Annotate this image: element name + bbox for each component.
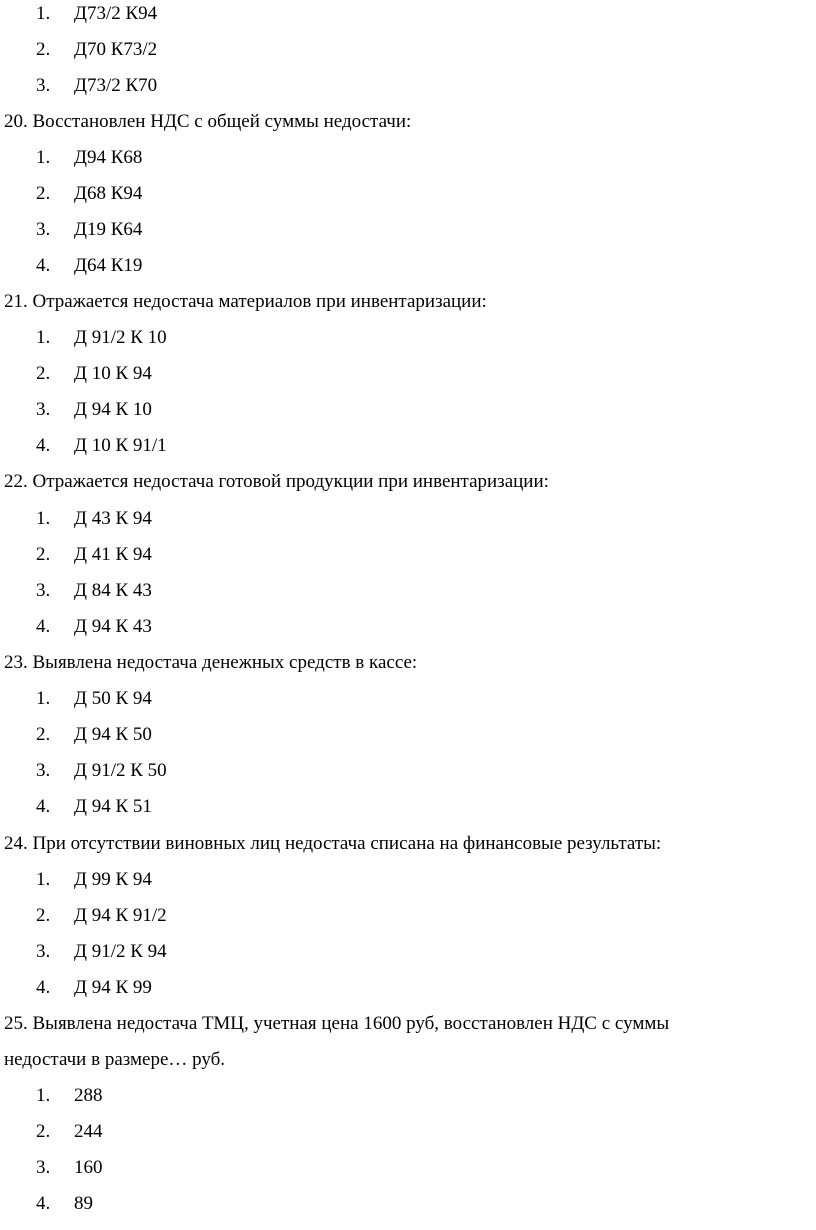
- option-number: 2.: [36, 363, 51, 384]
- option-number: 1.: [36, 3, 51, 24]
- option-text: 89: [74, 1193, 93, 1214]
- option-text: Д64 К19: [74, 255, 143, 276]
- question-heading: [4, 832, 661, 856]
- option-number: 3.: [36, 760, 51, 781]
- question-number: 21.: [4, 291, 28, 312]
- question-heading: [4, 470, 549, 494]
- question-text: Отражается недостача материалов при инвентаризации:: [32, 291, 487, 312]
- question-number: 23.: [4, 652, 28, 673]
- option-text: Д 41 К 94: [74, 544, 152, 565]
- option-number: 3.: [36, 219, 51, 240]
- question-heading: [4, 1012, 669, 1036]
- option-text: Д70 К73/2: [74, 39, 158, 60]
- option-number: 4.: [36, 616, 51, 637]
- option-text: Д19 К64: [74, 219, 143, 240]
- question-number: 22.: [4, 471, 28, 492]
- option-number: 3.: [36, 399, 51, 420]
- option-text: 244: [74, 1121, 103, 1142]
- option-text: Д 84 К 43: [74, 580, 152, 601]
- question-text: Выявлена недостача ТМЦ, учетная цена 1600 руб, восстановлен НДС с суммы: [32, 1013, 670, 1034]
- option-text: Д 10 К 94: [74, 363, 152, 384]
- option-number: 4.: [36, 255, 51, 276]
- option-text: Д 94 К 51: [74, 796, 152, 817]
- question-heading: [4, 651, 417, 675]
- question-text: Восстановлен НДС с общей суммы недостачи:: [32, 111, 412, 132]
- option-number: 4.: [36, 796, 51, 817]
- option-text: 160: [74, 1157, 103, 1178]
- question-number: 25.: [4, 1013, 28, 1034]
- option-number: 2.: [36, 905, 51, 926]
- question-text: При отсутствии виновных лиц недостача списана на финансовые результаты:: [32, 833, 662, 854]
- option-text: Д94 К68: [74, 147, 143, 168]
- option-number: 4.: [36, 1193, 51, 1214]
- option-text: Д 91/2 К 94: [74, 941, 167, 962]
- question-heading: [4, 290, 487, 314]
- option-number: 4.: [36, 435, 51, 456]
- option-number: 1.: [36, 327, 51, 348]
- option-number: 1.: [36, 508, 51, 529]
- option-text: Д73/2 К94: [74, 3, 158, 24]
- option-number: 3.: [36, 941, 51, 962]
- option-text: Д 91/2 К 10: [74, 327, 167, 348]
- option-number: 3.: [36, 1157, 51, 1178]
- question-heading: [4, 110, 411, 134]
- question-number: 24.: [4, 833, 28, 854]
- option-text: Д 99 К 94: [74, 869, 152, 890]
- option-number: 1.: [36, 688, 51, 709]
- question-text: Отражается недостача готовой продукции при инвентаризации:: [32, 471, 549, 492]
- option-text: 288: [74, 1085, 103, 1106]
- option-text: Д 43 К 94: [74, 508, 152, 529]
- option-number: 1.: [36, 1085, 51, 1106]
- option-text: Д 94 К 99: [74, 977, 152, 998]
- option-number: 3.: [36, 75, 51, 96]
- option-number: 2.: [36, 544, 51, 565]
- option-number: 1.: [36, 869, 51, 890]
- option-number: 4.: [36, 977, 51, 998]
- question-number: 20.: [4, 111, 28, 132]
- option-text: Д68 К94: [74, 183, 143, 204]
- option-text: Д73/2 К70: [74, 75, 158, 96]
- option-text: Д 50 К 94: [74, 688, 152, 709]
- option-number: 2.: [36, 183, 51, 204]
- option-text: Д 94 К 91/2: [74, 905, 167, 926]
- question-text-continuation: недостачи в размере… руб.: [4, 1049, 226, 1070]
- option-text: Д 94 К 43: [74, 616, 152, 637]
- option-number: 1.: [36, 147, 51, 168]
- option-text: Д 94 К 50: [74, 724, 152, 745]
- question-text: Выявлена недостача денежных средств в кассе:: [32, 652, 418, 673]
- option-number: 3.: [36, 580, 51, 601]
- option-text: Д 10 К 91/1: [74, 435, 167, 456]
- option-number: 2.: [36, 724, 51, 745]
- option-number: 2.: [36, 39, 51, 60]
- option-number: 2.: [36, 1121, 51, 1142]
- option-text: Д 94 К 10: [74, 399, 152, 420]
- option-text: Д 91/2 К 50: [74, 760, 167, 781]
